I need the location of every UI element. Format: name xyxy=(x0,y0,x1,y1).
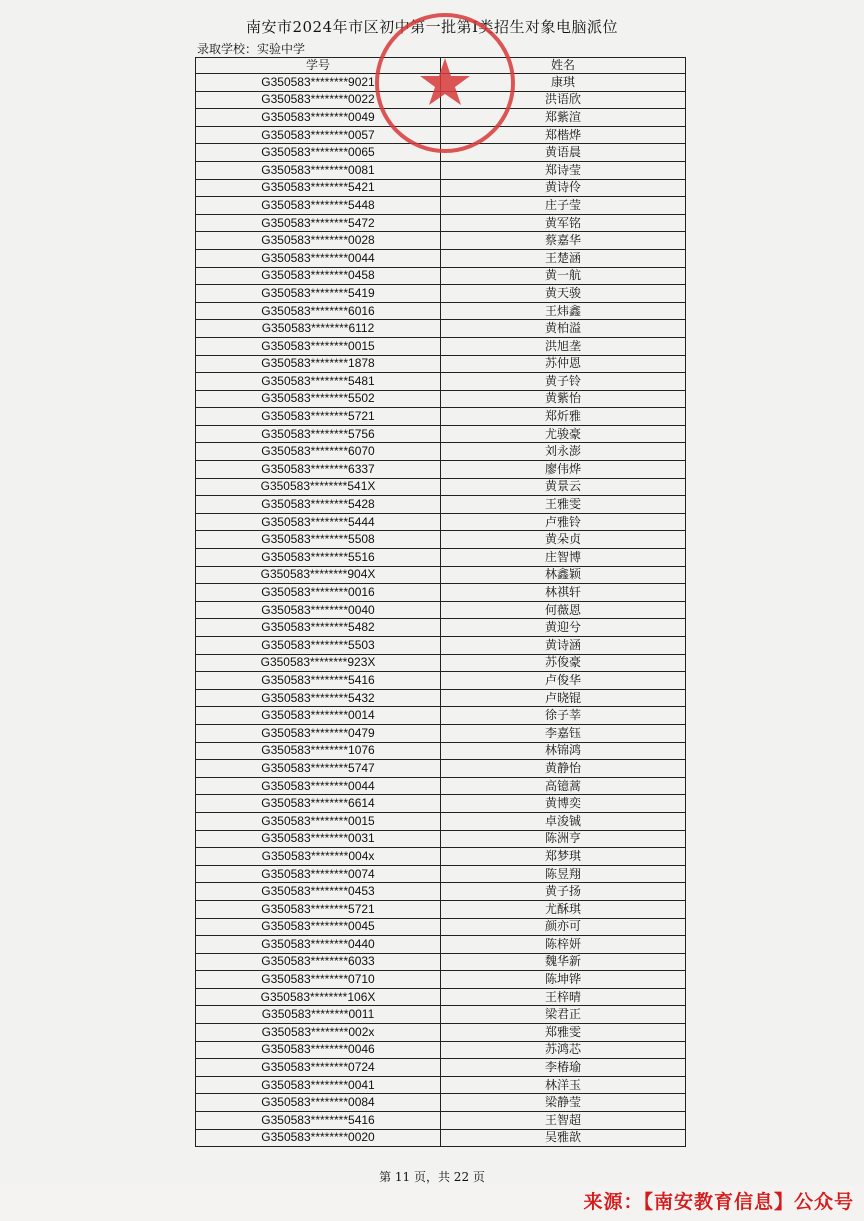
student-name-cell: 尤骏豪 xyxy=(441,425,686,443)
table-row xyxy=(196,320,686,338)
column-header-student-id: 学号 xyxy=(196,58,441,74)
student-id-cell: G350583********0015 xyxy=(196,812,441,830)
student-id-cell: G350583********5482 xyxy=(196,619,441,637)
table-row xyxy=(196,337,686,355)
column-header-name: 姓名 xyxy=(441,58,686,74)
source-caption: 来源：【南安教育信息】公众号 xyxy=(583,1191,854,1213)
student-name-cell: 魏华新 xyxy=(441,953,686,971)
student-id-cell: G350583********5421 xyxy=(196,179,441,197)
table-row xyxy=(196,214,686,232)
student-id-cell: G350583********6070 xyxy=(196,443,441,461)
table-row xyxy=(196,285,686,303)
student-id-cell: G350583********106X xyxy=(196,988,441,1006)
student-name-cell: 林洋玉 xyxy=(441,1076,686,1094)
table-row xyxy=(196,918,686,936)
table-header-row xyxy=(196,58,686,74)
student-name-cell: 王楚涵 xyxy=(441,249,686,267)
table-row xyxy=(196,812,686,830)
student-name-cell: 陈梓妍 xyxy=(441,936,686,954)
table-row xyxy=(196,161,686,179)
student-name-cell: 王雅雯 xyxy=(441,496,686,514)
table-row xyxy=(196,179,686,197)
student-name-cell: 黄语晨 xyxy=(441,144,686,162)
student-name-cell: 庄智博 xyxy=(441,549,686,567)
table-row xyxy=(196,408,686,426)
student-name-cell: 李椿瑜 xyxy=(441,1059,686,1077)
student-id-cell: G350583********0014 xyxy=(196,707,441,725)
student-id-cell: G350583********5508 xyxy=(196,531,441,549)
table-row xyxy=(196,549,686,567)
table-row xyxy=(196,126,686,144)
table-row xyxy=(196,953,686,971)
student-name-cell: 卢雅铃 xyxy=(441,513,686,531)
student-id-cell: G350583********0020 xyxy=(196,1129,441,1147)
student-id-cell: G350583********5416 xyxy=(196,1112,441,1130)
student-name-cell: 黄景云 xyxy=(441,478,686,496)
student-id-cell: G350583********5419 xyxy=(196,285,441,303)
table-row xyxy=(196,865,686,883)
student-name-cell: 黄军铭 xyxy=(441,214,686,232)
table-row xyxy=(196,267,686,285)
student-name-cell: 康琪 xyxy=(441,74,686,92)
table-row xyxy=(196,443,686,461)
student-id-cell: G350583********5721 xyxy=(196,408,441,426)
document-title: 南安市2024年市区初中第一批第I类招生对象电脑派位 xyxy=(245,18,619,36)
student-id-cell: G350583********6614 xyxy=(196,795,441,813)
allocation-table xyxy=(195,57,686,1147)
student-id-cell: G350583********5721 xyxy=(196,900,441,918)
student-id-cell: G350583********0724 xyxy=(196,1059,441,1077)
student-name-cell: 黄诗伶 xyxy=(441,179,686,197)
student-name-cell: 卓浚铖 xyxy=(441,812,686,830)
student-id-cell: G350583********6016 xyxy=(196,302,441,320)
table-row xyxy=(196,1094,686,1112)
table-row xyxy=(196,109,686,127)
student-name-cell: 洪旭垄 xyxy=(441,337,686,355)
student-name-cell: 廖伟烨 xyxy=(441,461,686,479)
table-row xyxy=(196,848,686,866)
student-name-cell: 黄博奕 xyxy=(441,795,686,813)
student-name-cell: 刘永澎 xyxy=(441,443,686,461)
student-name-cell: 黄天骏 xyxy=(441,285,686,303)
student-name-cell: 李嘉钰 xyxy=(441,724,686,742)
student-id-cell: G350583********923X xyxy=(196,654,441,672)
student-name-cell: 庄子莹 xyxy=(441,197,686,215)
student-id-cell: G350583********0040 xyxy=(196,601,441,619)
student-id-cell: G350583********0057 xyxy=(196,126,441,144)
table-row xyxy=(196,478,686,496)
student-id-cell: G350583********0031 xyxy=(196,830,441,848)
school-label: 录取学校：实验中学 xyxy=(197,42,306,56)
table-row xyxy=(196,144,686,162)
student-id-cell: G350583********5416 xyxy=(196,672,441,690)
student-name-cell: 林祺轩 xyxy=(441,584,686,602)
table-row xyxy=(196,513,686,531)
student-name-cell: 王梓晴 xyxy=(441,988,686,1006)
student-id-cell: G350583********0041 xyxy=(196,1076,441,1094)
student-id-cell: G350583********5428 xyxy=(196,496,441,514)
table-row xyxy=(196,355,686,373)
table-row xyxy=(196,760,686,778)
student-name-cell: 陈坤铧 xyxy=(441,971,686,989)
table-row xyxy=(196,637,686,655)
table-row xyxy=(196,584,686,602)
student-id-cell: G350583********1076 xyxy=(196,742,441,760)
table-row xyxy=(196,496,686,514)
student-id-cell: G350583********0049 xyxy=(196,109,441,127)
table-row xyxy=(196,390,686,408)
student-name-cell: 颜亦可 xyxy=(441,918,686,936)
student-id-cell: G350583********004x xyxy=(196,848,441,866)
student-id-cell: G350583********5448 xyxy=(196,197,441,215)
student-name-cell: 黄迎兮 xyxy=(441,619,686,637)
student-name-cell: 郑梦琪 xyxy=(441,848,686,866)
table-row xyxy=(196,373,686,391)
student-name-cell: 黄静怡 xyxy=(441,760,686,778)
table-row xyxy=(196,461,686,479)
student-name-cell: 郑紫渲 xyxy=(441,109,686,127)
student-name-cell: 黄一航 xyxy=(441,267,686,285)
student-id-cell: G350583********6033 xyxy=(196,953,441,971)
table-row xyxy=(196,795,686,813)
student-id-cell: G350583********0710 xyxy=(196,971,441,989)
student-id-cell: G350583********9021 xyxy=(196,74,441,92)
student-id-cell: G350583********0458 xyxy=(196,267,441,285)
student-name-cell: 黄子扬 xyxy=(441,883,686,901)
table-row xyxy=(196,74,686,92)
student-name-cell: 林锦鸿 xyxy=(441,742,686,760)
table-row xyxy=(196,601,686,619)
student-id-cell: G350583********5503 xyxy=(196,637,441,655)
table-row xyxy=(196,232,686,250)
student-name-cell: 郑雅雯 xyxy=(441,1024,686,1042)
student-id-cell: G350583********0440 xyxy=(196,936,441,954)
table-row xyxy=(196,689,686,707)
table-row xyxy=(196,249,686,267)
student-name-cell: 黄朵贞 xyxy=(441,531,686,549)
table-row xyxy=(196,1076,686,1094)
student-name-cell: 徐子莘 xyxy=(441,707,686,725)
table-row xyxy=(196,1041,686,1059)
student-id-cell: G350583********904X xyxy=(196,566,441,584)
table-row xyxy=(196,742,686,760)
student-id-cell: G350583********5481 xyxy=(196,373,441,391)
student-id-cell: G350583********5444 xyxy=(196,513,441,531)
student-name-cell: 尤酥琪 xyxy=(441,900,686,918)
student-name-cell: 梁静莹 xyxy=(441,1094,686,1112)
student-id-cell: G350583********5747 xyxy=(196,760,441,778)
table-row xyxy=(196,936,686,954)
table-row xyxy=(196,971,686,989)
student-id-cell: G350583********0074 xyxy=(196,865,441,883)
student-name-cell: 黄子铃 xyxy=(441,373,686,391)
student-id-cell: G350583********541X xyxy=(196,478,441,496)
student-name-cell: 苏鸿芯 xyxy=(441,1041,686,1059)
student-id-cell: G350583********0065 xyxy=(196,144,441,162)
student-name-cell: 林鑫颖 xyxy=(441,566,686,584)
student-id-cell: G350583********5432 xyxy=(196,689,441,707)
student-id-cell: G350583********1878 xyxy=(196,355,441,373)
student-id-cell: G350583********0044 xyxy=(196,249,441,267)
student-id-cell: G350583********0045 xyxy=(196,918,441,936)
table-row xyxy=(196,672,686,690)
student-id-cell: G350583********6112 xyxy=(196,320,441,338)
student-name-cell: 卢俊华 xyxy=(441,672,686,690)
table-row xyxy=(196,654,686,672)
student-name-cell: 高镱蒿 xyxy=(441,777,686,795)
student-id-cell: G350583********0453 xyxy=(196,883,441,901)
table-row xyxy=(196,1024,686,1042)
student-id-cell: G350583********5472 xyxy=(196,214,441,232)
table-row xyxy=(196,777,686,795)
student-name-cell: 黄诗涵 xyxy=(441,637,686,655)
student-name-cell: 王炜鑫 xyxy=(441,302,686,320)
student-name-cell: 王智超 xyxy=(441,1112,686,1130)
table-row xyxy=(196,91,686,109)
student-name-cell: 郑炘雅 xyxy=(441,408,686,426)
student-name-cell: 苏仲恩 xyxy=(441,355,686,373)
student-name-cell: 梁君正 xyxy=(441,1006,686,1024)
table-row xyxy=(196,1112,686,1130)
student-name-cell: 吴雅歆 xyxy=(441,1129,686,1147)
student-id-cell: G350583********0022 xyxy=(196,91,441,109)
student-id-cell: G350583********0081 xyxy=(196,161,441,179)
student-name-cell: 黄柏溢 xyxy=(441,320,686,338)
student-id-cell: G350583********5502 xyxy=(196,390,441,408)
student-id-cell: G350583********0479 xyxy=(196,724,441,742)
student-id-cell: G350583********5516 xyxy=(196,549,441,567)
student-id-cell: G350583********0084 xyxy=(196,1094,441,1112)
student-name-cell: 郑楷烨 xyxy=(441,126,686,144)
table-row xyxy=(196,566,686,584)
table-row xyxy=(196,197,686,215)
student-id-cell: G350583********0028 xyxy=(196,232,441,250)
student-id-cell: G350583********0011 xyxy=(196,1006,441,1024)
student-name-cell: 蔡嘉华 xyxy=(441,232,686,250)
table-row xyxy=(196,830,686,848)
student-id-cell: G350583********0044 xyxy=(196,777,441,795)
student-id-cell: G350583********0046 xyxy=(196,1041,441,1059)
student-name-cell: 洪语欣 xyxy=(441,91,686,109)
table-row xyxy=(196,531,686,549)
table-row xyxy=(196,1059,686,1077)
student-id-cell: G350583********002x xyxy=(196,1024,441,1042)
student-name-cell: 苏俊豪 xyxy=(441,654,686,672)
table-row xyxy=(196,302,686,320)
table-row xyxy=(196,988,686,1006)
student-name-cell: 卢晓锟 xyxy=(441,689,686,707)
table-row xyxy=(196,707,686,725)
student-name-cell: 黄紫怡 xyxy=(441,390,686,408)
student-name-cell: 陈昱翔 xyxy=(441,865,686,883)
student-id-cell: G350583********0015 xyxy=(196,337,441,355)
table-row xyxy=(196,425,686,443)
table-row xyxy=(196,883,686,901)
student-id-cell: G350583********0016 xyxy=(196,584,441,602)
table-row xyxy=(196,619,686,637)
table-row xyxy=(196,900,686,918)
student-name-cell: 陈洲亨 xyxy=(441,830,686,848)
student-name-cell: 郑诗莹 xyxy=(441,161,686,179)
page-number: 第 11 页，共 22 页 xyxy=(379,1170,485,1184)
table-row xyxy=(196,1129,686,1147)
student-id-cell: G350583********6337 xyxy=(196,461,441,479)
student-id-cell: G350583********5756 xyxy=(196,425,441,443)
table-row xyxy=(196,724,686,742)
table-row xyxy=(196,1006,686,1024)
student-name-cell: 何薇恩 xyxy=(441,601,686,619)
